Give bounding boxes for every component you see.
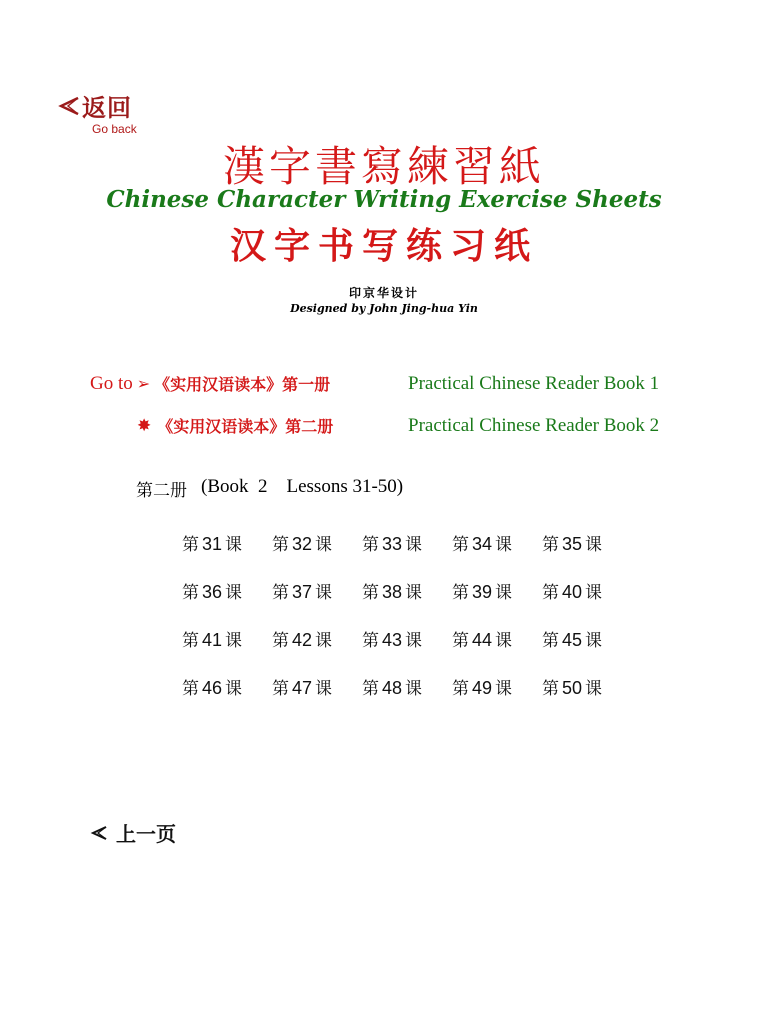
lesson-suffix: 课	[405, 679, 423, 699]
book2-chinese-link[interactable]: 《实用汉语读本》第二册	[157, 417, 334, 436]
lesson-link[interactable]	[272, 578, 362, 603]
lesson-number: 49	[472, 678, 493, 698]
lesson-suffix: 课	[585, 583, 603, 603]
lesson-prefix: 第	[542, 535, 559, 555]
lesson-prefix: 第	[272, 679, 289, 699]
previous-arrow-icon	[90, 824, 108, 842]
english-title: Chinese Character Writing Exercise Sheets	[106, 186, 662, 213]
lesson-link[interactable]	[182, 626, 272, 651]
lesson-prefix: 第	[452, 535, 469, 555]
book-heading-chinese: 第二册	[136, 481, 187, 501]
lesson-prefix: 第	[362, 631, 379, 651]
lesson-prefix: 第	[542, 583, 559, 603]
back-arrow-icon	[58, 95, 80, 117]
lesson-number: 43	[382, 630, 403, 650]
lesson-prefix: 第	[362, 583, 379, 603]
lesson-link[interactable]	[542, 578, 632, 603]
lesson-prefix: 第	[542, 631, 559, 651]
chinese-title: 汉字书写练习纸	[229, 225, 538, 267]
lesson-number: 31	[202, 534, 223, 554]
lesson-suffix: 课	[495, 631, 513, 651]
go-back-link[interactable]: Go back	[92, 122, 137, 136]
lesson-number: 33	[382, 534, 403, 554]
lesson-number: 42	[292, 630, 313, 650]
book-heading	[136, 476, 403, 501]
lesson-link[interactable]	[182, 530, 272, 555]
lesson-number: 34	[472, 534, 493, 554]
lesson-number: 45	[562, 630, 583, 650]
lesson-number: 36	[202, 582, 223, 602]
back-button[interactable]	[58, 88, 132, 123]
lesson-suffix: 课	[585, 679, 603, 699]
lesson-link[interactable]	[452, 530, 542, 555]
lesson-link[interactable]	[362, 674, 452, 699]
designer-english: Designed by John Jing-hua Yin	[290, 302, 478, 315]
lesson-link[interactable]	[182, 674, 272, 699]
lesson-prefix: 第	[452, 583, 469, 603]
lesson-link[interactable]	[452, 578, 542, 603]
previous-page-button[interactable]	[90, 818, 176, 847]
lesson-suffix: 课	[225, 535, 243, 555]
lesson-suffix: 课	[405, 535, 423, 555]
lesson-suffix: 课	[225, 631, 243, 651]
lesson-number: 38	[382, 582, 403, 602]
lesson-number: 50	[562, 678, 583, 698]
lesson-prefix: 第	[452, 631, 469, 651]
lesson-suffix: 课	[585, 631, 603, 651]
lesson-link[interactable]	[452, 626, 542, 651]
lesson-number: 41	[202, 630, 223, 650]
lesson-number: 40	[562, 582, 583, 602]
lesson-suffix: 课	[405, 583, 423, 603]
lesson-prefix: 第	[182, 583, 199, 603]
back-label: 返回	[82, 93, 132, 122]
lesson-suffix: 课	[225, 583, 243, 603]
lesson-suffix: 课	[225, 679, 243, 699]
lesson-prefix: 第	[182, 679, 199, 699]
lesson-suffix: 课	[495, 535, 513, 555]
lesson-suffix: 课	[315, 583, 333, 603]
goto-label: Go to	[90, 372, 133, 394]
lesson-number: 35	[562, 534, 583, 554]
lesson-link[interactable]	[272, 674, 362, 699]
lesson-link[interactable]	[272, 626, 362, 651]
book1-chinese-link[interactable]: 《实用汉语读本》第一册	[154, 375, 331, 394]
book-heading-english: (Book 2 Lessons 31-50)	[201, 476, 404, 497]
lesson-prefix: 第	[362, 679, 379, 699]
lesson-prefix: 第	[362, 535, 379, 555]
lesson-prefix: 第	[452, 679, 469, 699]
lesson-number: 48	[382, 678, 403, 698]
book2-english-link[interactable]: Practical Chinese Reader Book 2	[408, 414, 660, 436]
lesson-prefix: 第	[542, 679, 559, 699]
book1-english-link[interactable]: Practical Chinese Reader Book 1	[408, 372, 660, 394]
lesson-link[interactable]	[362, 530, 452, 555]
lesson-prefix: 第	[272, 631, 289, 651]
seal-title: 漢字書寫練習紙	[222, 142, 545, 191]
lesson-prefix: 第	[272, 535, 289, 555]
lesson-suffix: 课	[585, 535, 603, 555]
lesson-number: 46	[202, 678, 223, 698]
book2-row	[137, 414, 660, 437]
lesson-link[interactable]	[542, 674, 632, 699]
lesson-suffix: 课	[495, 679, 513, 699]
lesson-prefix: 第	[272, 583, 289, 603]
star-bullet-icon: ✸	[137, 415, 152, 436]
book1-row	[90, 372, 660, 395]
lesson-prefix: 第	[182, 631, 199, 651]
lesson-suffix: 课	[315, 631, 333, 651]
lesson-link[interactable]	[362, 626, 452, 651]
lesson-number: 37	[292, 582, 313, 602]
lesson-link[interactable]	[182, 578, 272, 603]
designer-chinese: 印京华设计	[348, 286, 419, 300]
lesson-number: 39	[472, 582, 493, 602]
lesson-number: 32	[292, 534, 313, 554]
lesson-number: 47	[292, 678, 313, 698]
lesson-suffix: 课	[315, 535, 333, 555]
previous-page-label: 上一页	[116, 822, 176, 846]
lesson-link[interactable]	[542, 530, 632, 555]
lesson-number: 44	[472, 630, 493, 650]
lesson-link[interactable]	[272, 530, 362, 555]
lesson-link[interactable]	[452, 674, 542, 699]
lesson-prefix: 第	[182, 535, 199, 555]
lesson-suffix: 课	[405, 631, 423, 651]
lesson-suffix: 课	[495, 583, 513, 603]
arrow-right-icon: ➢	[136, 374, 151, 393]
lesson-link[interactable]	[542, 626, 632, 651]
lessons-grid	[182, 530, 632, 699]
lesson-suffix: 课	[315, 679, 333, 699]
lesson-link[interactable]	[362, 578, 452, 603]
